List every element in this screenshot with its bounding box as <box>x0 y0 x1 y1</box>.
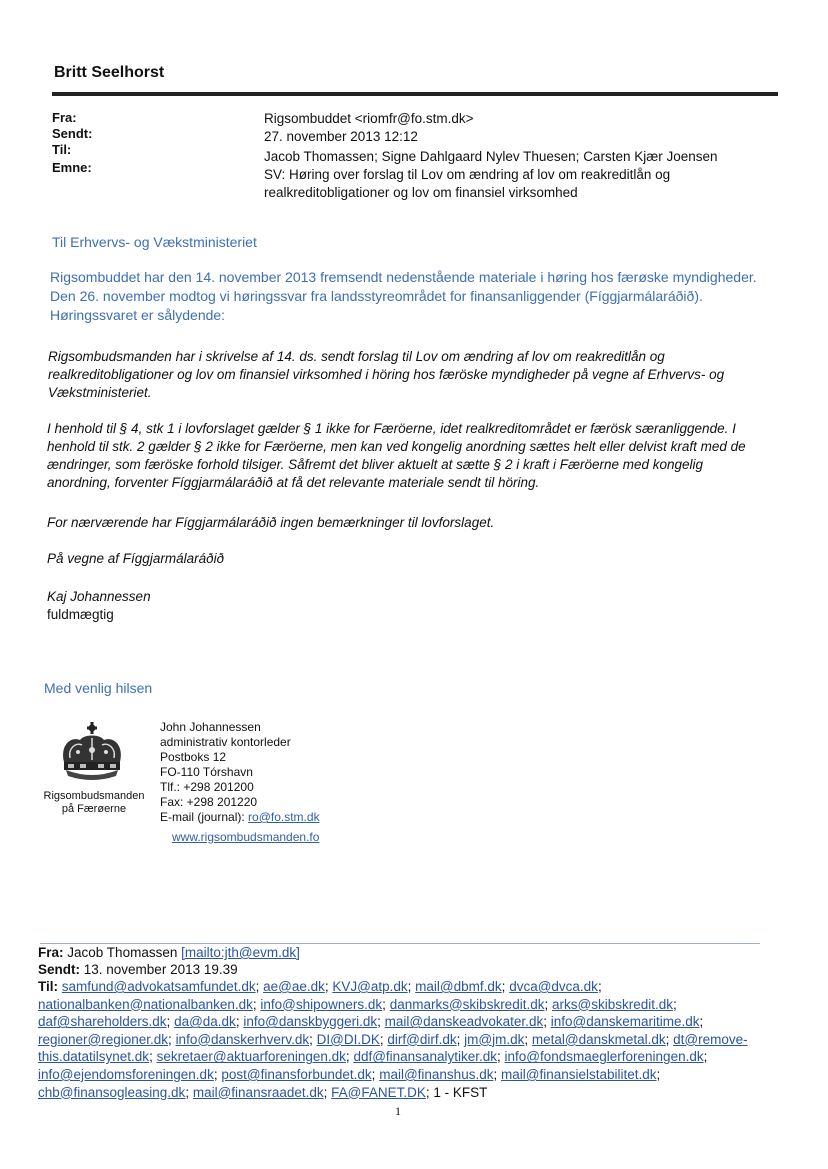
quote-paragraph-4: På vegne af Fíggjarmálaráðið <box>47 551 225 566</box>
recipient-email-link[interactable]: ae@ae.dk <box>263 979 325 994</box>
recipient-email-link[interactable]: info@shipowners.dk <box>260 996 383 1012</box>
recipient-email-link[interactable]: samfund@advokatsamfundet.dk <box>61 979 256 994</box>
signer-name: Kaj Johannessen <box>47 589 151 604</box>
recipient-email-link[interactable]: info@ejendomsforeningen.dk <box>38 1066 214 1082</box>
recipient-email-link[interactable]: danmarks@skibskredit.dk <box>389 996 545 1012</box>
recipient-email-link[interactable]: sekretaer@aktuarforeningen.dk <box>156 1049 346 1065</box>
recipient-email-link[interactable]: nationalbanken@nationalbanken.dk <box>38 996 253 1012</box>
forward-sent-value: 13. november 2013 19.39 <box>83 962 238 977</box>
forward-from-label: Fra: <box>38 945 64 960</box>
closing-greeting: Med venlig hilsen <box>44 680 153 696</box>
recipient-email-link[interactable]: FA@FANET.DK <box>331 1084 426 1100</box>
recipient-email-link[interactable]: DI@DI.DK <box>316 1031 380 1047</box>
signature-phone: Tlf.: +298 201200 <box>160 780 254 794</box>
recipient-email-link[interactable]: info@danskbyggeri.dk <box>243 1014 378 1030</box>
recipient-email-link[interactable]: dt@remove-this.datatilsynet.dk <box>38 1031 748 1065</box>
signature-address-2: FO-110 Tórshavn <box>160 765 253 779</box>
signature-fax: Fax: +298 201220 <box>160 795 258 809</box>
from-value: Rigsombuddet <riomfr@fo.stm.dk> <box>264 111 474 126</box>
subject-value: SV: Høring over forslag til Lov om ændring af lov om reakreditlån og realkreditobligationer og lov om finansiel virksomhed <box>264 167 671 200</box>
to-label: Til: <box>52 142 72 157</box>
recipient-email-link[interactable]: daf@shareholders.dk <box>38 1014 167 1030</box>
crest-caption-line-2: på Færøerne <box>61 803 127 815</box>
page-number: 1 <box>395 1104 401 1118</box>
recipient-email-link[interactable]: mail@finansielstabilitet.dk <box>501 1066 657 1082</box>
forward-from-value: Jacob Thomassen <box>67 945 178 960</box>
salutation: Til Erhvervs- og Vækstministeriet <box>52 234 257 250</box>
signature-title: administrativ kontorleder <box>160 735 291 749</box>
recipient-email-link[interactable]: dvca@dvca.dk <box>509 979 598 994</box>
to-value: Jacob Thomassen; Signe Dahlgaard Nylev Thuesen; Carsten Kjær Joensen <box>264 149 718 164</box>
forward-to-label: Til: <box>38 979 58 994</box>
forward-from-mailto[interactable]: [mailto:jth@evm.dk] <box>181 945 300 960</box>
recipient-email-link[interactable]: jm@jm.dk <box>464 1031 525 1047</box>
header-divider <box>52 92 778 96</box>
recipient-email-link[interactable]: info@danskemaritime.dk <box>550 1014 700 1030</box>
intro-paragraph: Rigsombuddet har den 14. november 2013 fremsendt nedenstående materiale i høring hos færøske myndigheder. Den 26. november modtog vi høringssvar fra landsstyreområdet for finansanliggender (Fíggjarmálaráðið). Høringssvaret er sålydende: <box>50 269 757 323</box>
signature-block <box>160 720 320 825</box>
signature-address-1: Postboks 12 <box>160 750 227 764</box>
recipient-email-link[interactable]: mail@dbmf.dk <box>415 979 502 994</box>
quote-paragraph-2: I henhold til § 4, stk 1 i lovforslaget gælder § 1 ikke for Færöerne, idet realkreditområdet er færösk særanliggende. I henhold til stk. 2 gælder § 2 ikke for Færöerne, men kan ved kongelig anordning sættes helt eller delvist kraft med de ændringer, som færöske forhold tilsiger. Såfremt det bliver aktuelt at sætte § 2 i kraft i Færöerne med kongelig anordning, forventer Fíggjarmálaráðið at få det relevante materiale sendt til höring. <box>47 421 746 490</box>
sent-label: Sendt: <box>52 126 93 141</box>
forward-sent-label: Sendt: <box>38 962 80 977</box>
from-label: Fra: <box>52 110 77 125</box>
signature-name: John Johannessen <box>160 720 261 734</box>
recipient-email-link[interactable]: info@fondsmaeglerforeningen.dk <box>504 1049 704 1065</box>
forward-from-row <box>38 944 300 961</box>
forward-sent-row <box>38 961 238 978</box>
recipient-email-link[interactable]: dirf@dirf.dk <box>387 1031 457 1047</box>
signature-website-link[interactable]: www.rigsombudsmanden.fo <box>172 830 320 844</box>
recipient-email-link[interactable]: KVJ@atp.dk <box>332 979 408 994</box>
signature-email-row <box>160 810 320 825</box>
signature-email-link[interactable]: ro@fo.stm.dk <box>248 810 320 824</box>
royal-crown-crest-icon <box>56 722 128 788</box>
recipient-email-link[interactable]: chb@finansogleasing.dk <box>38 1084 186 1100</box>
recipient-email-link[interactable]: ddf@finansanalytiker.dk <box>353 1049 497 1065</box>
crest-caption-line-1: Rigsombudsmanden <box>43 790 145 802</box>
sender-name: Britt Seelhorst <box>54 64 165 81</box>
recipient-email-link[interactable]: arks@skibskredit.dk <box>552 996 673 1012</box>
crest-caption <box>40 790 148 816</box>
signer-title: fuldmægtig <box>47 607 114 622</box>
signature-email-label: E-mail (journal): <box>160 810 245 824</box>
recipient-email-link[interactable]: info@danskerhverv.dk <box>175 1031 310 1047</box>
quote-paragraph-1: Rigsombudsmanden har i skrivelse af 14. ds. sendt forslag til Lov om ændring af lov om reakreditlån og realkreditobligationer og lov om finansiel virksomhed i höring hos færöske myndigheder på vegne af Erhvervs- og Vækstministeriet. <box>48 349 725 400</box>
recipient-email-link[interactable]: mail@finanshus.dk <box>379 1066 494 1082</box>
recipient-email-link[interactable]: regioner@regioner.dk <box>38 1031 169 1047</box>
forward-recipients <box>38 978 758 1101</box>
quote-paragraph-3: For nærværende har Fíggjarmálaráðið ingen bemærkninger til lovforslaget. <box>47 515 495 530</box>
recipient-email-link[interactable]: mail@finansraadet.dk <box>192 1084 324 1100</box>
sent-value: 27. november 2013 12:12 <box>264 129 418 144</box>
recipient-email-link[interactable]: mail@danskeadvokater.dk <box>384 1014 544 1030</box>
recipient-list: samfund@advokatsamfundet.dk; ae@ae.dk; KVJ@atp.dk; mail@dbmf.dk; dvca@dvca.dk; nationalbanken@nationalbanken.dk; info@shipowners.dk; danmarks@skibskredit.dk; arks@skibskredit.dk; daf@shareholders.dk; da@da.dk; info@danskbyggeri.dk; mail@danskeadvokater.dk; info@danskemaritime.dk; regioner@regioner.dk; info@danskerhverv.dk; DI@DI.DK; dirf@dirf.dk; jm@jm.dk; metal@danskmetal.dk; dt@remove-this.datatilsynet.dk; sekretaer@aktuarforeningen.dk; ddf@finansanalytiker.dk; info@fondsmaeglerforeningen.dk; info@ejendomsforeningen.dk; post@finansforbundet.dk; mail@finanshus.dk; mail@finansielstabilitet.dk; chb@finansogleasing.dk; mail@finansraadet.dk; FA@FANET.DK; <box>38 979 748 1100</box>
recipient-email-link[interactable]: da@da.dk <box>174 1014 236 1030</box>
subject-label: Emne: <box>52 160 92 175</box>
recipient-email-link[interactable]: metal@danskmetal.dk <box>531 1031 666 1047</box>
forward-trailing: 1 - KFST <box>433 1084 488 1100</box>
recipient-email-link[interactable]: post@finansforbundet.dk <box>221 1066 372 1082</box>
